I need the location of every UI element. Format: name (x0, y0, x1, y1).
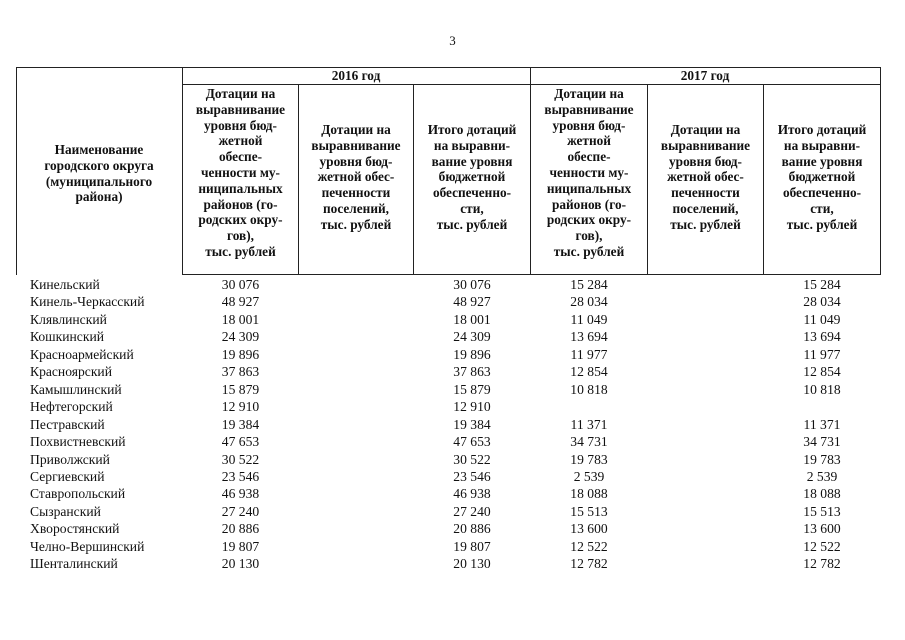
value-cell-m2016: 19 896 (221, 346, 260, 362)
value-cell-m2016: 19 384 (221, 416, 260, 432)
value-cell-m2016: 30 522 (221, 451, 260, 467)
value-cell-t2016: 19 384 (453, 416, 491, 432)
value-cell-m2016: 24 309 (221, 329, 260, 345)
value-cell-m2017: 18 088 (570, 486, 608, 502)
value-cell-m2017: 15 284 (570, 277, 608, 292)
value-cell-m2017: 15 513 (570, 503, 608, 519)
municipality-name: Красноармейский (30, 346, 134, 362)
municipality-name: Пестравский (30, 416, 105, 432)
header-bottom-border (182, 274, 880, 275)
header-year-2017: 2017 год (680, 68, 730, 83)
value-cell-m2016: 48 927 (221, 294, 260, 310)
municipality-name: Кошкинский (30, 329, 104, 345)
table-row (0, 416, 905, 433)
value-cell-m2017: 11 977 (570, 346, 608, 362)
value-cell-t2016: 24 309 (453, 329, 491, 345)
value-cell-t2017: 18 088 (803, 486, 841, 502)
table-row (0, 276, 905, 293)
value-cell-m2017: 13 694 (570, 329, 608, 345)
value-cell-m2016: 23 546 (221, 468, 260, 484)
value-cell-t2016: 47 653 (453, 434, 491, 450)
value-cell-t2016: 30 076 (453, 277, 491, 292)
value-cell-t2016: 20 130 (453, 556, 491, 572)
value-cell-m2016: 15 879 (221, 381, 260, 397)
value-cell-t2017: 2 539 (806, 468, 838, 484)
table-row (0, 468, 905, 485)
header-2017-total-dotations: Итого дотаций на выравни- вание уровня бюджетной обеспеченно- сти, тыс. рублей (777, 122, 867, 232)
value-cell-t2016: 19 896 (453, 346, 491, 362)
value-cell-m2017: 12 522 (570, 538, 608, 554)
table-right-border (880, 67, 881, 275)
municipality-name: Сергиевский (30, 468, 105, 484)
value-cell-t2016: 20 886 (453, 521, 491, 537)
table-row (0, 363, 905, 380)
value-cell-t2016: 18 001 (453, 311, 491, 327)
value-cell-t2017: 10 818 (803, 381, 841, 397)
value-cell-m2016: 46 938 (221, 486, 260, 502)
value-cell-m2017: 28 034 (570, 294, 608, 310)
value-cell-m2017: 11 049 (570, 311, 608, 327)
municipality-name: Кинель-Черкасский (30, 294, 145, 310)
table-row (0, 503, 905, 520)
municipality-name: Камышлинский (30, 381, 122, 397)
value-cell-t2016: 30 522 (453, 451, 491, 467)
value-cell-t2017: 15 513 (803, 503, 841, 519)
municipality-name: Хворостянский (30, 521, 120, 537)
value-cell-m2016: 37 863 (221, 364, 260, 380)
municipality-name: Шенталинский (30, 556, 118, 572)
value-cell-m2017: 12 854 (570, 364, 608, 380)
header-2017-municipal-dotations: Дотации на выравнивание уровня бюд- жетной обеспе- ченности му- ниципальных районов (го- родских окру- гов), тыс. рублей (544, 86, 634, 259)
table-row (0, 433, 905, 450)
year-header-bottom-border (182, 84, 880, 85)
value-cell-t2017: 28 034 (803, 294, 841, 310)
value-cell-m2017: 10 818 (570, 381, 608, 397)
table-row (0, 328, 905, 345)
value-cell-t2017: 11 049 (803, 311, 841, 327)
value-cell-m2016: 18 001 (221, 311, 260, 327)
value-cell-t2017: 13 600 (803, 521, 841, 537)
value-cell-m2017: 12 782 (570, 556, 608, 572)
table-row (0, 485, 905, 502)
value-cell-t2016: 37 863 (453, 364, 491, 380)
value-cell-t2016: 15 879 (453, 381, 491, 397)
header-2017-settlement-dotations: Дотации на выравнивание уровня бюд- жетной обес- печенности поселений, тыс. рублей (660, 122, 751, 232)
value-cell-m2016: 30 076 (221, 277, 260, 292)
value-cell-t2016: 48 927 (453, 294, 491, 310)
value-cell-m2016: 12 910 (221, 399, 260, 415)
header-2016-total-dotations: Итого дотаций на выравни- вание уровня бюджетной обеспеченно- сти, тыс. рублей (427, 122, 517, 232)
value-cell-t2016: 12 910 (453, 399, 491, 415)
value-cell-m2016: 47 653 (221, 434, 260, 450)
value-cell-t2017: 15 284 (803, 277, 841, 292)
table-row (0, 311, 905, 328)
table-row (0, 398, 905, 415)
value-cell-m2017: 2 539 (573, 468, 605, 484)
municipality-name: Красноярский (30, 364, 112, 380)
table-row (0, 555, 905, 572)
table-row (0, 346, 905, 363)
value-cell-m2017: 11 371 (570, 416, 608, 432)
value-cell-m2017: 13 600 (570, 521, 608, 537)
value-cell-m2016: 27 240 (221, 503, 260, 519)
value-cell-t2017: 12 522 (803, 538, 841, 554)
table-row (0, 520, 905, 537)
municipality-name: Клявлинский (30, 311, 107, 327)
municipality-name: Сызранский (30, 503, 101, 519)
table-row (0, 381, 905, 398)
value-cell-t2017: 34 731 (803, 434, 841, 450)
municipality-name: Приволжский (30, 451, 110, 467)
table-row (0, 451, 905, 468)
value-cell-t2017: 12 782 (803, 556, 841, 572)
municipality-name: Кинельский (30, 277, 100, 292)
value-cell-t2016: 46 938 (453, 486, 491, 502)
value-cell-t2016: 19 807 (453, 538, 491, 554)
value-cell-t2017: 19 783 (803, 451, 841, 467)
header-year-2016: 2016 год (331, 68, 381, 83)
value-cell-m2017: 19 783 (570, 451, 608, 467)
value-cell-t2017: 13 694 (803, 329, 841, 345)
table-row (0, 293, 905, 310)
value-cell-m2017: 34 731 (570, 434, 608, 450)
header-2016-municipal-dotations: Дотации на выравнивание уровня бюд- жетной обеспе- ченности му- ниципальных районов (го- родских окру- гов), тыс. рублей (195, 86, 286, 259)
table-row (0, 538, 905, 555)
page-number: 3 (449, 33, 456, 48)
value-cell-t2016: 23 546 (453, 468, 491, 484)
municipality-name: Ставропольский (30, 486, 126, 502)
header-2016-settlement-dotations: Дотации на выравнивание уровня бюд- жетной обес- печенности поселений, тыс. рублей (311, 122, 401, 232)
value-cell-m2016: 20 886 (221, 521, 260, 537)
header-municipality-name: Наименование городского округа (муниципального района) (44, 142, 154, 205)
municipality-name: Похвистневский (30, 434, 126, 450)
value-cell-t2017: 11 371 (803, 416, 841, 432)
municipality-name: Нефтегорский (30, 399, 113, 415)
value-cell-t2017: 11 977 (803, 346, 841, 362)
value-cell-t2017: 12 854 (803, 364, 841, 380)
value-cell-m2016: 19 807 (221, 538, 260, 554)
value-cell-m2016: 20 130 (221, 556, 260, 572)
municipality-name: Челно-Вершинский (30, 538, 145, 554)
value-cell-t2016: 27 240 (453, 503, 491, 519)
